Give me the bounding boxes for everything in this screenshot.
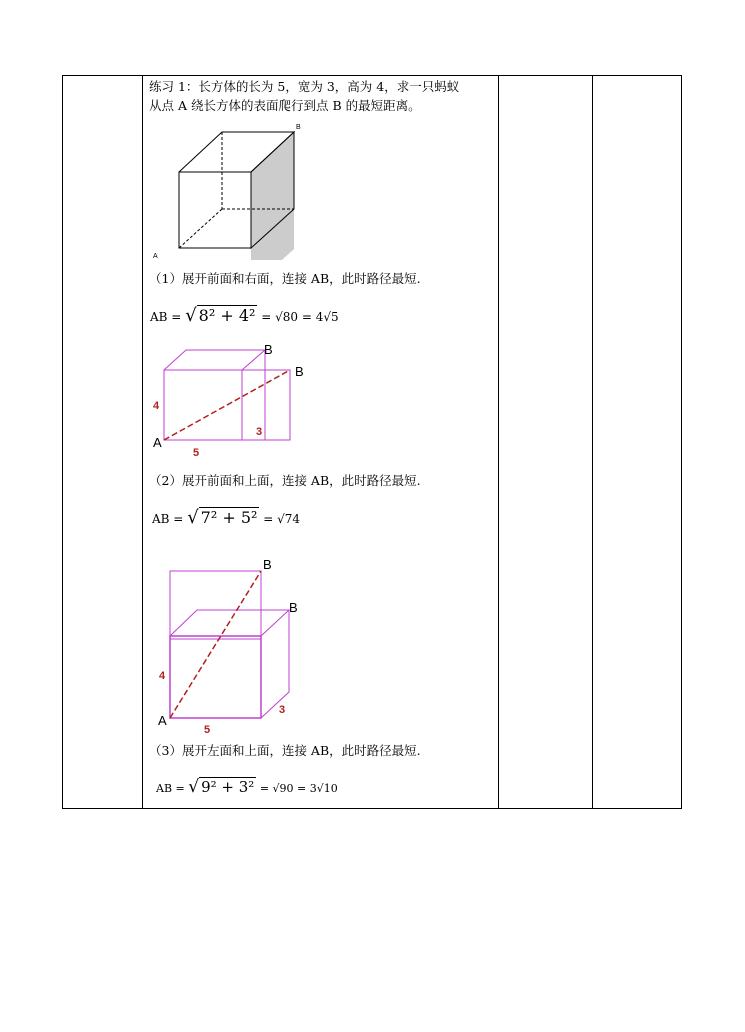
net1-label-height: 4 — [153, 400, 160, 412]
front-face — [164, 370, 242, 440]
net2-label-height: 4 — [159, 670, 166, 682]
table-top-border — [62, 75, 682, 76]
case3-formula — [156, 777, 338, 797]
table-bottom-border — [62, 808, 682, 809]
cuboid-label-b: B — [296, 124, 301, 131]
case1-formula-radicand: 8² + 4² — [198, 306, 256, 325]
exercise-line-2: 从点 A 绕长方体的表面爬行到点 B 的最短距离。 — [149, 98, 421, 113]
top-face-unfolded — [170, 571, 261, 639]
cuboid-figure — [143, 120, 313, 260]
column-divider-2 — [498, 75, 499, 809]
right-face-outline — [261, 610, 289, 718]
case2-formula — [152, 507, 300, 528]
case3-formula-result: = √90 = 3√10 — [259, 782, 338, 795]
case1-formula-result: = √80 = 4√5 — [261, 310, 339, 324]
case1-formula-lhs: AB = — [150, 310, 182, 324]
case2-text: （2）展开前面和上面，连接 AB，此时路径最短. — [149, 473, 421, 488]
net2-label-length: 5 — [204, 724, 211, 736]
cuboid-label-a: A — [153, 253, 158, 260]
shortest-path — [164, 370, 290, 440]
table-right-border — [681, 75, 682, 809]
case1-text: （1）展开前面和右面，连接 AB，此时路径最短. — [149, 271, 421, 286]
top-face-outline — [164, 350, 265, 370]
case3-formula-radicand: 9² + 3² — [201, 778, 255, 796]
sqrt-sign: √ — [185, 305, 197, 326]
net1-label-width: 3 — [256, 426, 263, 438]
net2-label-b-top: B — [263, 560, 272, 572]
net1-label-length: 5 — [193, 447, 200, 459]
exercise-line-1: 练习 1：长方体的长为 5，宽为 3，高为 4，求一只蚂蚁 — [149, 79, 460, 94]
right-face-unfolded — [242, 370, 290, 440]
cuboid-front-face — [179, 172, 251, 248]
net2-label-a: A — [158, 713, 167, 728]
shortest-path — [170, 571, 261, 718]
case1-net-figure — [143, 342, 323, 462]
net1-label-b: B — [295, 364, 304, 379]
case2-formula-result: = √74 — [263, 512, 301, 526]
net2-label-width: 3 — [279, 704, 286, 716]
front-face — [170, 636, 261, 718]
case2-net-figure — [143, 560, 323, 750]
sqrt-sign: √ — [188, 777, 200, 797]
hidden-edge-depth — [179, 209, 222, 248]
net2-label-b: B — [289, 600, 298, 615]
case3-formula-lhs: AB = — [156, 782, 185, 795]
case1-formula — [150, 305, 339, 326]
table-left-border — [62, 75, 63, 809]
sqrt-sign: √ — [187, 507, 199, 528]
case2-formula-radicand: 7² + 5² — [200, 508, 258, 527]
case3-text: （3）展开左面和上面，连接 AB，此时路径最短. — [149, 743, 421, 758]
case2-formula-lhs: AB = — [152, 512, 184, 526]
net1-label-a: A — [153, 435, 162, 450]
net1-label-b-top: B — [264, 342, 273, 357]
column-divider-3 — [592, 75, 593, 809]
